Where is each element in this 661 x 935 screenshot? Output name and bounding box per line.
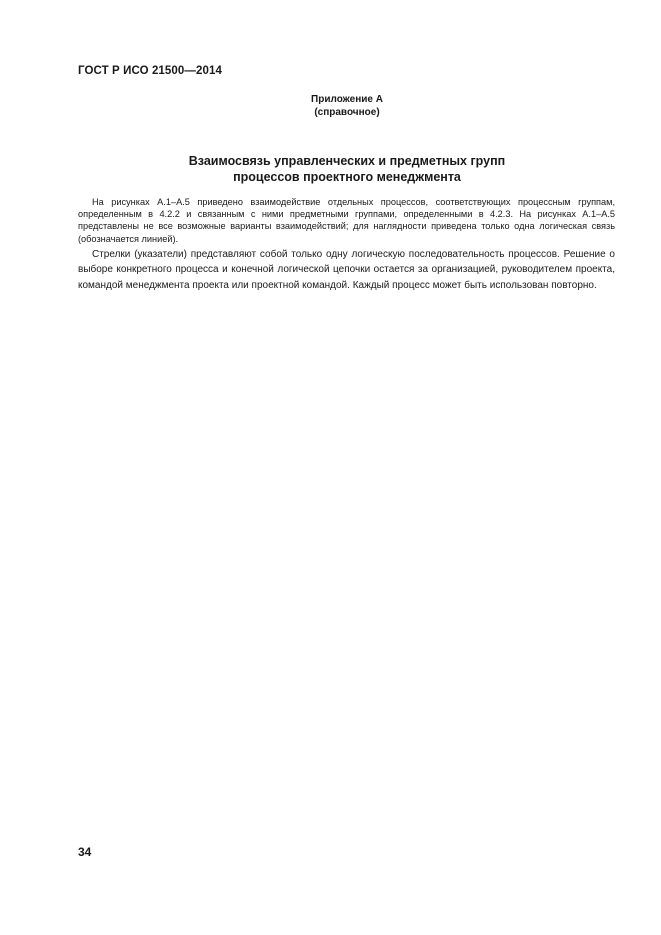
section-title-line-1: Взаимосвязь управленческих и предметных групп xyxy=(188,154,506,168)
body-text xyxy=(78,196,615,293)
section-title xyxy=(0,153,661,185)
page-number: 34 xyxy=(78,845,92,859)
annex-kind: (справочное) xyxy=(314,107,380,118)
document-header: ГОСТ Р ИСО 21500—2014 xyxy=(78,65,223,77)
annex-label: Приложение А xyxy=(311,94,383,105)
paragraph-1: На рисунках А.1–А.5 приведено взаимодействие отдельных процессов, соответствующих процессным группам, определенным в 4.2.2 и связанным с ними предметными группами, определенными в 4.2.3. На рисунках А.1–А.5 представлены не все возможные варианты взаимодействий; для наглядности приведена только одна логическая связь (обозначается линией). xyxy=(78,197,615,244)
annex-heading xyxy=(0,93,661,119)
section-title-line-2: процессов проектного менеджмента xyxy=(233,170,461,184)
paragraph-2: Стрелки (указатели) представляют собой только одну логическую последовательность процессов. Решение о выборе конкретного процесса и конечной логической цепочки остается за организацией, руководителем проекта, командой менеджмента проекта или проектной командой. Каждый процесс может быть использован повторно. xyxy=(78,248,615,291)
